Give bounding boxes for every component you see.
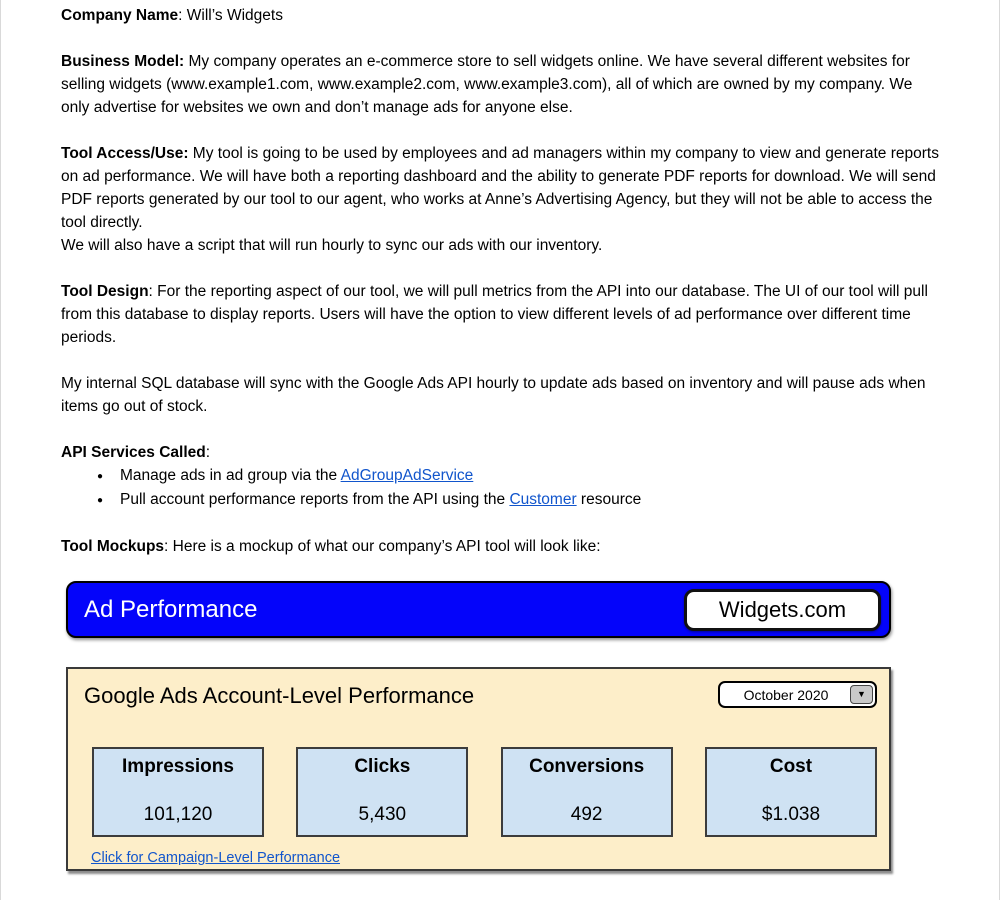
panel-title: Google Ads Account-Level Performance [84,683,475,708]
metric-value: 5,430 [358,804,407,825]
mockup-title: Ad Performance [84,595,258,623]
metric-value: $1.038 [761,804,821,825]
metric-value: 101,120 [143,804,213,825]
account-performance-panel [66,667,891,871]
metric-card-clicks [296,747,468,837]
bullet-2-pre: Pull account performance reports from the API using the [120,491,510,508]
bullet-1-pre: Manage ads in ad group via the [120,467,341,484]
api-services-list [61,464,941,512]
document-body [1,0,999,871]
business-model-paragraph [61,50,941,119]
tool-mockups-label: Tool Mockups [61,538,165,555]
metric-value: 492 [570,804,603,825]
metric-card-conversions [501,747,673,837]
metric-label: Clicks [354,756,411,777]
api-services-heading [61,441,941,464]
bullet-2-post: resource [576,491,642,508]
tool-access-text: My tool is going to be used by employees and ad managers within my company to view and generate reports on ad performance. We will have both a reporting dashboard and the ability to generate PDF reports for download. We will send PDF reports generated by our tool to our agent, who works at Anne’s Advertising Agency, but they will not be able to access the tool directly. [61,145,939,231]
metrics-row [84,747,877,837]
mockup-header-bar [66,581,891,638]
panel-header [84,681,877,709]
widgets-site-button[interactable]: Widgets.com [684,589,881,631]
metric-label: Conversions [529,756,645,777]
bullet-icon: ● [97,471,104,482]
tool-mockups-text: : Here is a mockup of what our company’s API tool will look like: [164,538,601,555]
company-name-value: : Will’s Widgets [178,7,283,24]
chevron-down-icon[interactable]: ▼ [850,685,873,704]
tool-access-label: Tool Access/Use: [61,145,189,162]
list-item [97,488,941,512]
business-model-text: My company operates an e-commerce store to sell widgets online. We have several different websites for selling widgets (www.example1.com, www.example2.com, www.example3.com), all of which are owned by my company. We only advertise for websites we own and don’t manage ads for anyone else. [61,53,913,116]
tool-design-paragraph [61,280,941,349]
metric-label: Impressions [122,756,234,777]
adgroupadservice-link[interactable]: AdGroupAdService [340,467,474,484]
metric-label: Cost [769,756,813,777]
company-name-line [61,4,941,27]
tool-mockups-paragraph [61,535,941,558]
api-services-colon: : [205,444,211,461]
tool-design-text: : For the reporting aspect of our tool, we will pull metrics from the API into our database. The UI of our tool will pull from this database to display reports. Users will have the option to view different levels of ad performance over different time periods. [61,283,928,346]
list-item [97,464,941,488]
customer-link[interactable]: Customer [509,491,577,508]
tool-design-paragraph-2: My internal SQL database will sync with the Google Ads API hourly to update ads based on inventory and will pause ads when items go out of stock. [61,375,926,415]
tool-access-line2: We will also have a script that will run hourly to sync our ads with our inventory. [61,237,603,254]
api-services-label: API Services Called [61,444,206,461]
metric-card-impressions [92,747,264,837]
date-dropdown-value: October 2020 [743,686,829,703]
company-name-label: Company Name [61,7,179,24]
business-model-label: Business Model: [61,53,185,70]
campaign-level-link[interactable]: Click for Campaign-Level Performance [91,850,341,866]
tool-access-paragraph [61,142,941,257]
date-dropdown[interactable] [718,681,877,708]
metric-card-cost [705,747,877,837]
bullet-icon: ● [97,495,104,506]
tool-design-label: Tool Design [61,283,149,300]
